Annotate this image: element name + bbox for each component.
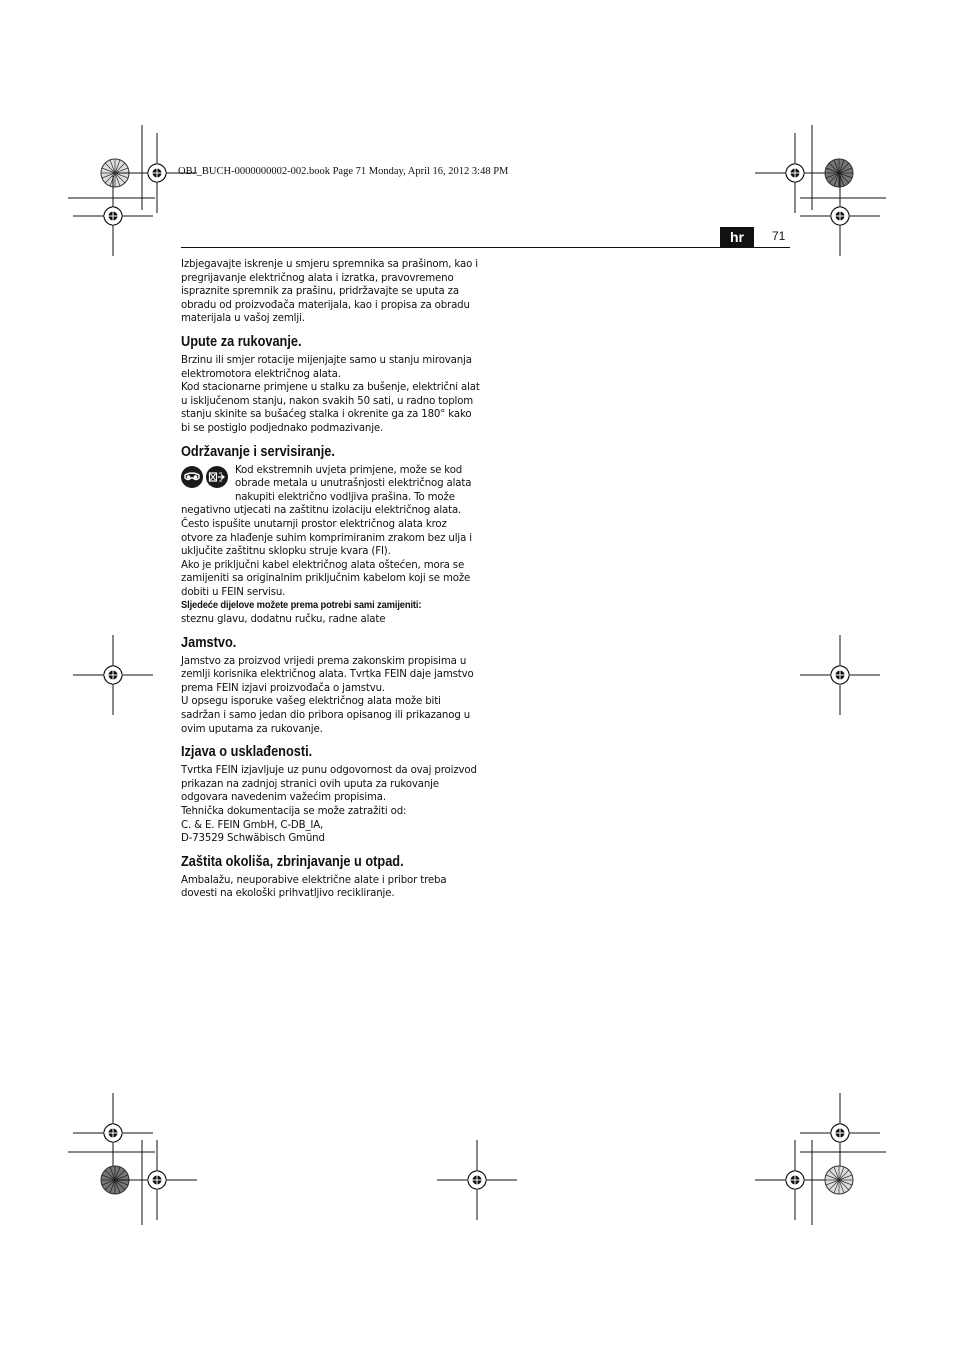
maintenance-paragraph-1: Kod ekstremnih uvjeta primjene, može se kod obrade metala u unutrašnjosti električnog alata nakupiti električno vodljiva prašina. To može negativno utjecati na zaštitnu izolaciju električnog alata. Često ispušite unutarnji prostor električnog alata kroz otvore za hlađenje suhim komprimiranim zrakom bez ulja i uključite zaštitnu sklopku struje kvara (FI). [181, 464, 472, 558]
compressed-air-cleaning-icon [206, 466, 228, 488]
section-heading-maintenance: Održavanje i servisiranje. [181, 443, 335, 460]
maintenance-parts-label-line [181, 599, 481, 613]
header-rule [181, 247, 790, 248]
main-column [181, 258, 481, 901]
warranty-paragraph-2: U opsegu isporuke vašeg električnog alata može biti sadržan i samo jedan dio pribora opisanog ili prikazanog u ovim uputama za rukovanje. [181, 696, 471, 735]
print-header: OBJ_BUCH-0000000002-002.book Page 71 Monday, April 16, 2012 3:48 PM [178, 166, 509, 177]
section-heading-warranty: Jamstvo. [181, 634, 237, 651]
maintenance-icons [181, 466, 231, 492]
intro-paragraph: Izbjegavajte iskrenje u smjeru spremnika sa prašinom, kao i pregrijavanje električnog alata i izratka, pravovremeno ispraznite spremnik za prašinu, pridržavajte se uputa za obradu od proizvođača materijala, kao i propisa za obradu materijala u vašoj zemlji. [181, 259, 478, 325]
conformity-address-line-1: C. & E. FEIN GmbH, C-DB_IA, [181, 819, 324, 831]
maintenance-parts-list: steznu glavu, dodatnu ručku, radne alate [181, 614, 386, 626]
language-tab: hr [720, 227, 754, 247]
section-heading-environment: Zaštita okoliša, zbrinjavanje u otpad. [181, 853, 404, 870]
maintenance-paragraph-2: Ako je priključni kabel električnog alata oštećen, mora se zamijeniti sa originalnim priključnim kabelom koji se može dobiti u FEIN servisu. [181, 559, 471, 598]
section-heading-conformity: Izjava o usklađenosti. [181, 744, 313, 761]
warranty-paragraph-1: Jamstvo za proizvod vrijedi prema zakonskim propisima u zemlji korisnika električnog alata. Tvrtka FEIN daje jamstvo prema FEIN izjavi proizvođača o jamstvu. [181, 655, 474, 694]
handling-paragraph-1: Brzinu ili smjer rotacije mijenjajte samo u stanju mirovanja elektromotora električnog alata. [181, 354, 472, 380]
conformity-paragraph-2: Tehnička dokumentacija se može zatražiti od: [181, 806, 407, 817]
maintenance-parts-label: Sljedeće dijelove možete prema potrebi sami zamijeniti: [181, 600, 422, 612]
conformity-paragraph-1: Tvrtka FEIN izjavljuje uz punu odgovornost da ovaj proizvod prikazan na zadnjoj stranici ovih uputa za rukovanje odgovara navedenim važećim propisima. [181, 765, 477, 804]
page-number: 71 [772, 229, 786, 243]
eye-protection-icon [181, 466, 203, 488]
conformity-address-line-2: D-73529 Schwäbisch Gmünd [181, 833, 325, 845]
section-heading-handling: Upute za rukovanje. [181, 333, 302, 350]
environment-paragraph-1: Ambalažu, neuporabive električne alate i pribor treba dovesti na ekološki prihvatljivo recikliranje. [181, 874, 447, 900]
handling-paragraph-2: Kod stacionarne primjene u stalku za bušenje, električni alat u isključenom stanju, nakon svakih 50 sati, u radno toplom stanju skinite sa bušaćeg stalka i okrenite ga za 180° kako bi se postiglo podjednako podmazivanje. [181, 382, 480, 434]
